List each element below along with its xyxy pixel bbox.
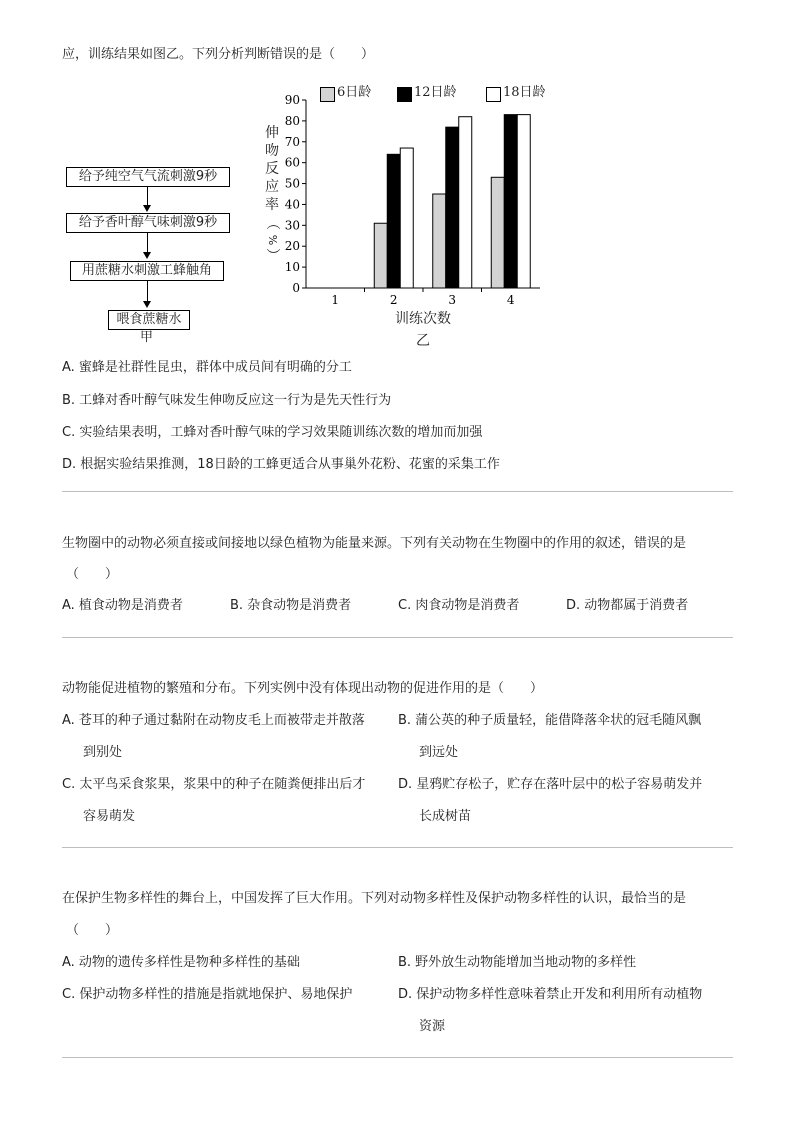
- q3-option-b[interactable]: B. 蒲公英的种子质量轻，能借降落伞状的冠毛随风飘: [398, 713, 702, 728]
- y-label-char: ）: [264, 248, 280, 262]
- q3-option-d[interactable]: D. 星鸦贮存松子，贮存在落叶层中的松子容易萌发并: [398, 777, 703, 792]
- y-tick-label: 40: [284, 197, 300, 212]
- legend-label-18: 18日龄: [503, 85, 546, 100]
- bar: [517, 115, 530, 288]
- q2-option-b[interactable]: B. 杂食动物是消费者: [230, 598, 352, 613]
- y-tick-label: 60: [284, 155, 300, 170]
- y-tick-label: 10: [284, 260, 300, 275]
- legend-label-6: 6日龄: [337, 85, 372, 100]
- y-label-char: 伸: [265, 125, 279, 141]
- q2-option-a[interactable]: A. 植食动物是消费者: [62, 598, 183, 613]
- y-label-char: 应: [265, 179, 279, 195]
- question-4-stem: 在保护生物多样性的舞台上，中国发挥了巨大作用。下列对动物多样性及保护动物多样性的认识，最恰当的是: [62, 891, 687, 906]
- q4-option-d[interactable]: D. 保护动物多样性意味着禁止开发和利用所有动植物: [398, 987, 703, 1002]
- question-2-stem-cont: （ ）: [66, 567, 119, 582]
- x-tick-label: 4: [506, 293, 515, 307]
- q1-option-d[interactable]: D. 根据实验结果推测，18日龄的工蜂更适合从事巢外花粉、花蜜的采集工作: [62, 457, 500, 472]
- q3-option-a-cont[interactable]: 到别处: [83, 745, 123, 760]
- y-tick-label: 30: [284, 218, 300, 233]
- x-axis-label: 训练次数: [395, 311, 451, 327]
- q3-option-d-cont[interactable]: 长成树苗: [419, 809, 472, 824]
- legend-label-12: 12日龄: [414, 85, 457, 100]
- divider: [62, 637, 733, 638]
- flow-step-2: 给予香叶醇气味刺激9秒: [66, 213, 230, 233]
- q4-option-d-cont[interactable]: 资源: [419, 1019, 446, 1034]
- question-4-stem-cont: （ ）: [66, 923, 119, 938]
- question-3-stem: 动物能促进植物的繁殖和分布。下列实例中没有体现出动物的促进作用的是（ ）: [62, 681, 544, 696]
- flow-step-4: 喂食蔗糖水: [108, 310, 190, 330]
- y-tick-label: 0: [292, 281, 300, 295]
- q4-option-a[interactable]: A. 动物的遗传多样性是物种多样性的基础: [62, 955, 300, 970]
- diagram-caption: 甲: [140, 330, 154, 345]
- question-2-stem: 生物圈中的动物必须直接或间接地以绿色植物为能量来源。下列有关动物在生物圈中的作用的叙述，错误的是: [62, 536, 687, 551]
- chart-plot: [0, 0, 794, 360]
- q4-option-b[interactable]: B. 野外放生动物能增加当地动物的多样性: [398, 955, 637, 970]
- q2-option-d[interactable]: D. 动物都属于消费者: [566, 598, 689, 613]
- y-tick-label: 50: [284, 176, 300, 191]
- bar: [433, 194, 446, 288]
- question-1-stem: 应，训练结果如图乙。下列分析判断错误的是（ ）: [62, 47, 375, 62]
- q4-option-c[interactable]: C. 保护动物多样性的措施是指就地保护、易地保护: [62, 987, 353, 1002]
- y-tick-label: 90: [284, 93, 300, 107]
- y-tick-label: 80: [284, 113, 300, 128]
- divider: [62, 1057, 733, 1058]
- chart-caption: 乙: [416, 333, 430, 349]
- bar: [459, 117, 472, 288]
- y-label-char: %: [266, 234, 279, 246]
- y-tick-label: 20: [284, 239, 300, 254]
- divider: [62, 491, 733, 492]
- q3-option-a[interactable]: A. 苍耳的种子通过黏附在动物皮毛上而被带走并散落: [62, 713, 365, 728]
- x-tick-label: 2: [389, 293, 398, 307]
- q1-option-a[interactable]: A. 蜜蜂是社群性昆虫，群体中成员间有明确的分工: [62, 360, 352, 375]
- bar: [446, 127, 459, 288]
- y-label-char: 反: [265, 161, 279, 177]
- x-tick-label: 1: [331, 293, 340, 307]
- bar: [387, 154, 400, 288]
- x-tick-label: 3: [448, 293, 457, 307]
- q3-option-b-cont[interactable]: 到远处: [419, 745, 459, 760]
- y-tick-label: 70: [284, 134, 300, 149]
- y-label-char: 率: [265, 197, 279, 213]
- q1-option-c[interactable]: C. 实验结果表明，工蜂对香叶醇气味的学习效果随训练次数的增加而加强: [62, 425, 483, 440]
- bar: [400, 148, 413, 288]
- q1-option-b[interactable]: B. 工蜂对香叶醇气味发生伸吻反应这一行为是先天性行为: [62, 393, 392, 408]
- q3-option-c-cont[interactable]: 容易萌发: [83, 809, 136, 824]
- divider: [62, 847, 733, 848]
- flow-step-1: 给予纯空气气流刺激9秒: [66, 167, 230, 187]
- flow-step-3: 用蔗糖水刺激工蜂触角: [70, 261, 224, 281]
- y-label-char: 吻: [265, 143, 279, 159]
- bar: [491, 177, 504, 288]
- bar: [504, 115, 517, 288]
- q2-option-c[interactable]: C. 肉食动物是消费者: [398, 598, 520, 613]
- q3-option-c[interactable]: C. 太平鸟采食浆果，浆果中的种子在随粪便排出后才: [62, 777, 366, 792]
- y-label-char: （: [264, 216, 280, 230]
- bar: [374, 223, 387, 288]
